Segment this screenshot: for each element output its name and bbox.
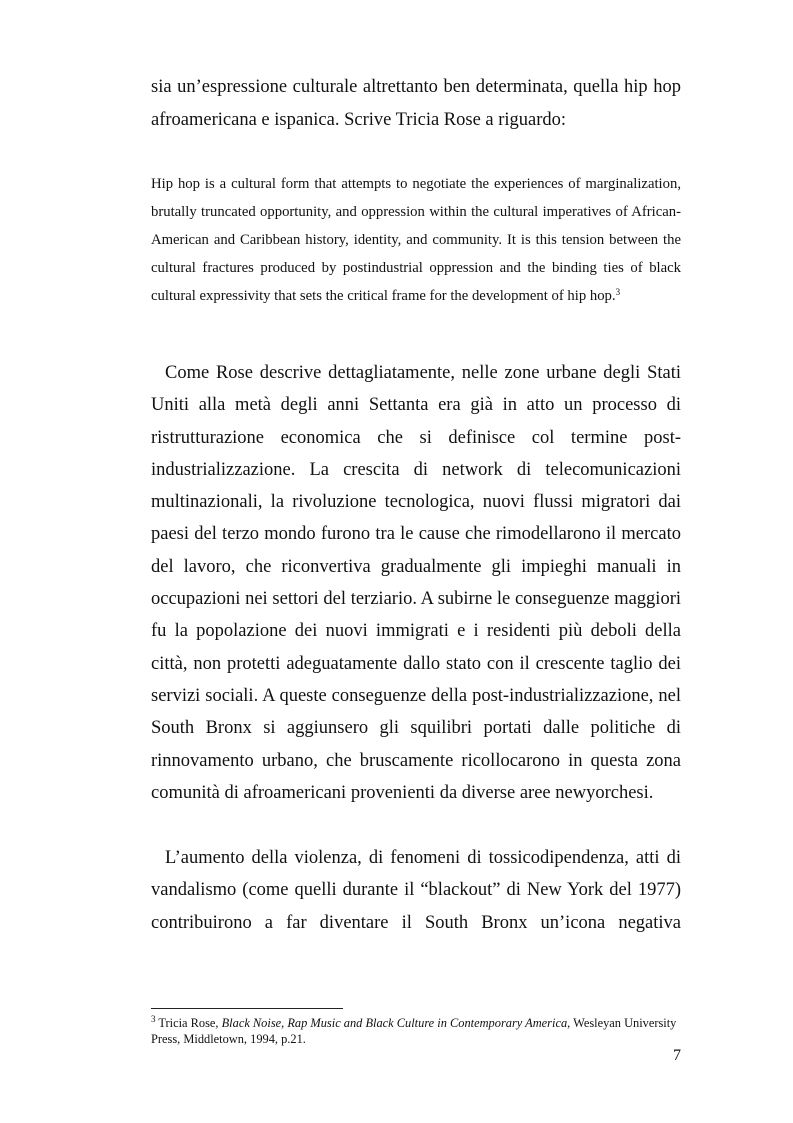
footnote-divider xyxy=(151,1008,343,1009)
footnote-separator: , xyxy=(281,1016,285,1030)
footnote xyxy=(151,1015,681,1047)
quote-text: Hip hop is a cultural form that attempts to negotiate the experiences of marginalization, brutally truncated opportunity, and oppression within the cultural imperatives of African-American and Caribbean history, identity, and community. It is this tension between the cultural fractures produced by postindustrial oppression and the binding ties of black cultural expressivity that sets the critical frame for the development of hip hop. xyxy=(151,176,681,304)
page-number: 7 xyxy=(673,1047,681,1064)
top-paragraph: sia un’espressione culturale altrettanto ben determinata, quella hip hop afroamericana e ispanica. Scrive Tricia Rose a riguardo: xyxy=(151,77,681,130)
body-paragraph-2: L’aumento della violenza, di fenomeni di tossicodipendenza, atti di vandalismo (come quelli durante il “blackout” di New York del 1977) contribuirono a far diventare il South Bronx un’icona negativa xyxy=(151,848,681,933)
footnote-title-1: Black Noise xyxy=(221,1016,282,1030)
document-page xyxy=(151,0,681,1123)
footnote-number: 3 xyxy=(151,1014,156,1024)
body-paragraph-1: Come Rose descrive dettagliatamente, nelle zone urbane degli Stati Uniti alla metà degli anni Settanta era già in atto un processo di ristrutturazione economica che si definisce col termine post-industrializzazione. La crescita di network di telecomunicazioni multinazionali, la rivoluzione tecnologica, nuovi flussi migratori dai paesi del terzo mondo furono tra le cause che rimodellarono il mercato del lavoro, che riconvertiva gradualmente gli impieghi manuali in occupazioni nei settori del terziario. A subirne le conseguenze maggiori fu la popolazione dei nuovi immigrati e i residenti più deboli della città, non protetti adeguatamente dallo stato con il crescente taglio dei servizi sociali. A queste conseguenze della post-industrializzazione, nel South Bronx si aggiunsero gli squilibri portati dalle politiche di rinnovamento urbano, che bruscamente ricollocarono in questa zona comunità di afroamericani provenienti da diverse aree newyorchesi. xyxy=(151,363,681,803)
footnote-title-2: Rap Music and Black Culture in Contemporary America xyxy=(287,1016,568,1030)
footnote-reference[interactable]: 3 xyxy=(615,287,621,297)
block-quote xyxy=(151,170,681,310)
footnote-author: Tricia Rose, xyxy=(158,1016,219,1030)
footnote-rest: , Wesleyan University Press, Middletown, 1994, p.21. xyxy=(151,1016,677,1046)
